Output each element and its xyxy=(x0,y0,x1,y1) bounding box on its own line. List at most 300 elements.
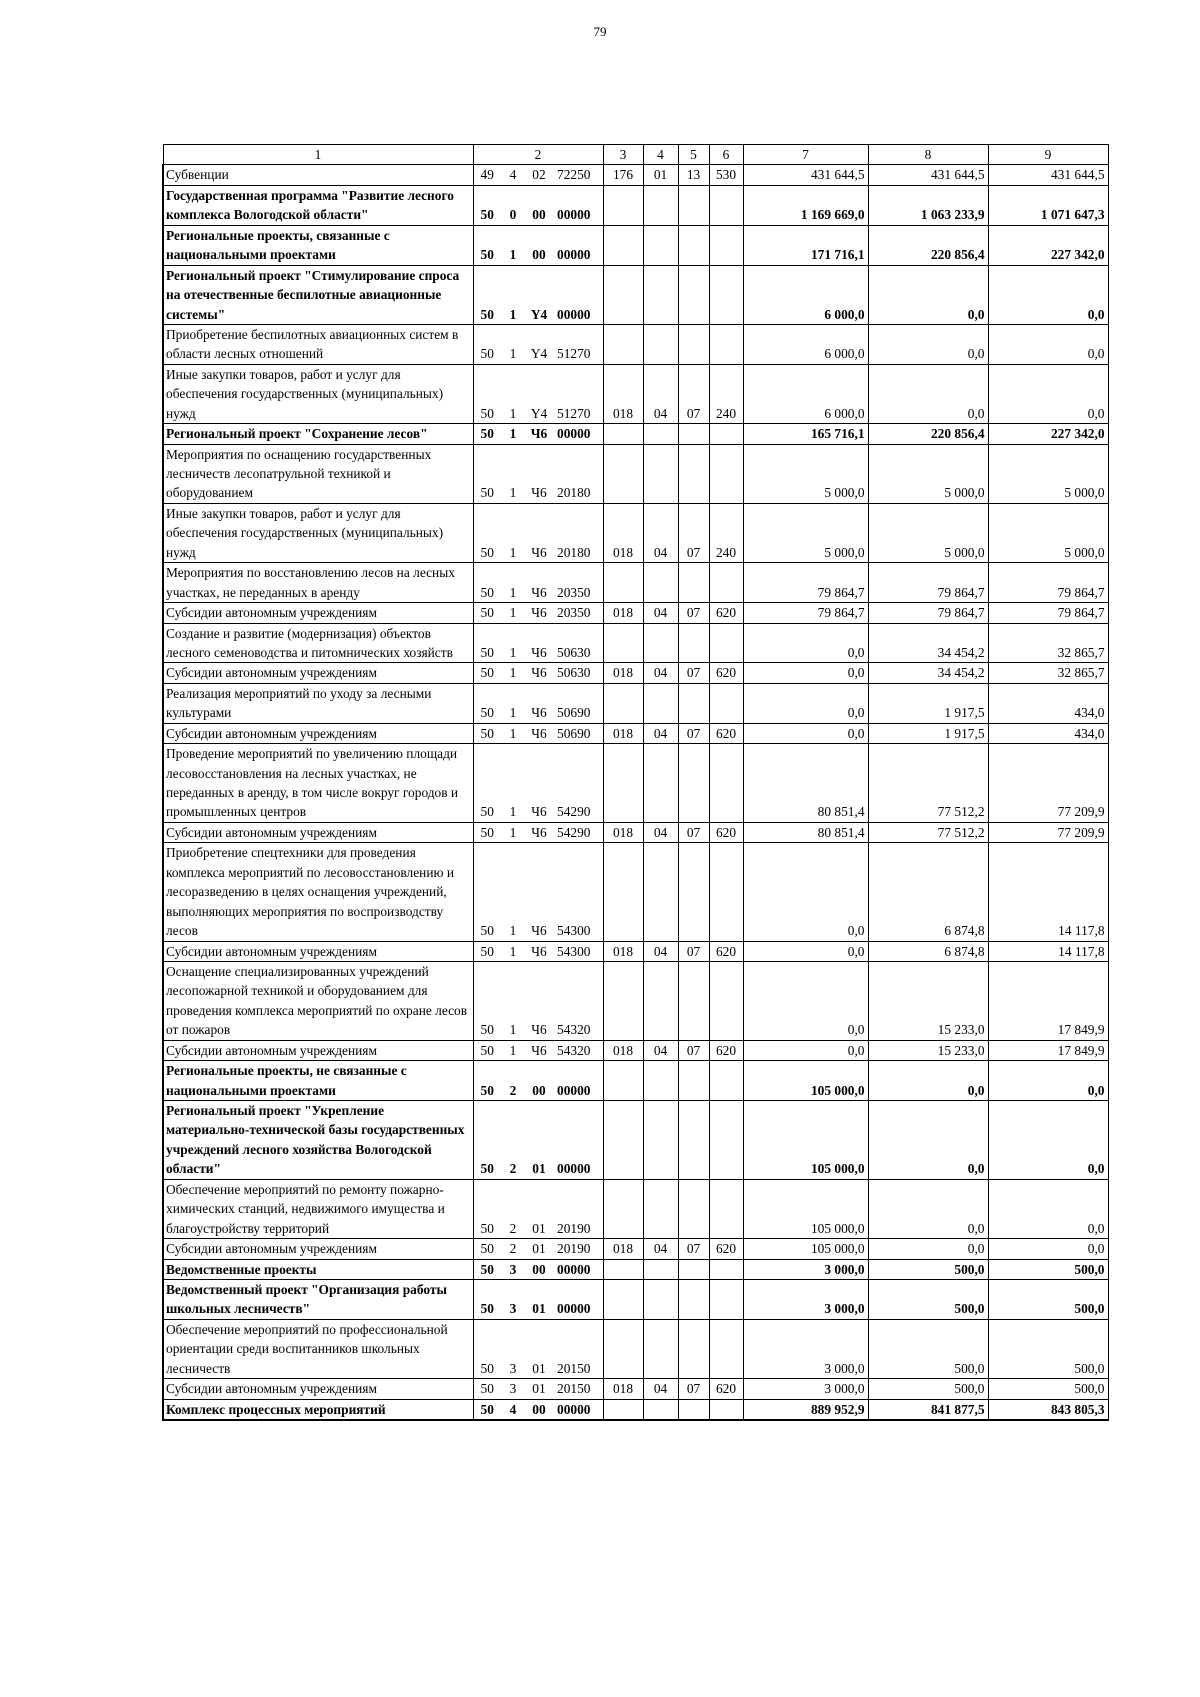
code-project: 02 xyxy=(525,165,553,185)
code-subprogram: 1 xyxy=(501,744,525,823)
header-col-3: 3 xyxy=(603,145,643,165)
code-expense-type: 620 xyxy=(709,663,743,683)
amount-col-7: 0,0 xyxy=(743,1040,868,1060)
code-section xyxy=(643,444,678,503)
amount-col-7: 105 000,0 xyxy=(743,1061,868,1101)
code-section xyxy=(643,1179,678,1238)
amount-col-7: 5 000,0 xyxy=(743,444,868,503)
code-subsection: 13 xyxy=(678,165,709,185)
code-section xyxy=(643,1399,678,1420)
code-department xyxy=(603,683,643,723)
code-subsection xyxy=(678,225,709,265)
code-expense-type xyxy=(709,424,743,444)
table-row xyxy=(163,424,1108,444)
row-name: Иные закупки товаров, работ и услуг для обеспечения государственных (муниципальных) нужд xyxy=(163,503,473,562)
amount-col-7: 3 000,0 xyxy=(743,1319,868,1378)
amount-col-9: 500,0 xyxy=(988,1319,1108,1378)
amount-col-7: 105 000,0 xyxy=(743,1101,868,1180)
code-program: 50 xyxy=(473,1259,501,1279)
code-program: 50 xyxy=(473,225,501,265)
code-department xyxy=(603,1319,643,1378)
code-section: 04 xyxy=(643,1239,678,1259)
row-name: Комплекс процессных мероприятий xyxy=(163,1399,473,1420)
code-direction: 20180 xyxy=(553,444,603,503)
code-subprogram: 1 xyxy=(501,683,525,723)
amount-col-8: 1 063 233,9 xyxy=(868,185,988,225)
code-subprogram: 3 xyxy=(501,1379,525,1399)
code-subsection: 07 xyxy=(678,364,709,423)
row-name: Оснащение специализированных учреждений лесопожарной техникой и оборудованием для проведения комплекса мероприятий по охране лесов от пожаров xyxy=(163,961,473,1040)
amount-col-8: 0,0 xyxy=(868,1101,988,1180)
code-program: 49 xyxy=(473,165,501,185)
code-subsection xyxy=(678,1319,709,1378)
code-direction: 00000 xyxy=(553,1279,603,1319)
code-expense-type xyxy=(709,1279,743,1319)
code-section xyxy=(643,744,678,823)
code-project: 00 xyxy=(525,225,553,265)
code-program: 50 xyxy=(473,603,501,623)
column-number-header xyxy=(163,145,1108,165)
amount-col-8: 0,0 xyxy=(868,364,988,423)
table-row xyxy=(163,503,1108,562)
row-name: Региональные проекты, связанные с национальными проектами xyxy=(163,225,473,265)
table-row xyxy=(163,723,1108,743)
code-project: Y4 xyxy=(525,265,553,324)
header-col-7: 7 xyxy=(743,145,868,165)
code-program: 50 xyxy=(473,1279,501,1319)
code-subprogram: 3 xyxy=(501,1319,525,1378)
amount-col-9: 227 342,0 xyxy=(988,424,1108,444)
table-row xyxy=(163,744,1108,823)
code-section: 04 xyxy=(643,503,678,562)
code-expense-type: 530 xyxy=(709,165,743,185)
code-program: 50 xyxy=(473,364,501,423)
code-expense-type xyxy=(709,225,743,265)
code-section xyxy=(643,683,678,723)
amount-col-9: 434,0 xyxy=(988,683,1108,723)
header-col-9: 9 xyxy=(988,145,1108,165)
code-subprogram: 1 xyxy=(501,563,525,603)
table-row xyxy=(163,1379,1108,1399)
code-department: 018 xyxy=(603,822,643,842)
code-expense-type xyxy=(709,563,743,603)
amount-col-9: 500,0 xyxy=(988,1259,1108,1279)
amount-col-9: 5 000,0 xyxy=(988,503,1108,562)
code-project: 00 xyxy=(525,1259,553,1279)
code-subprogram: 3 xyxy=(501,1259,525,1279)
code-expense-type xyxy=(709,623,743,663)
code-project: Ч6 xyxy=(525,424,553,444)
amount-col-9: 0,0 xyxy=(988,1239,1108,1259)
amount-col-8: 15 233,0 xyxy=(868,961,988,1040)
code-subsection xyxy=(678,1061,709,1101)
amount-col-8: 34 454,2 xyxy=(868,663,988,683)
amount-col-9: 0,0 xyxy=(988,1061,1108,1101)
code-department xyxy=(603,961,643,1040)
amount-col-8: 5 000,0 xyxy=(868,503,988,562)
code-direction: 54300 xyxy=(553,843,603,941)
code-program: 50 xyxy=(473,961,501,1040)
row-name: Ведомственные проекты xyxy=(163,1259,473,1279)
code-section: 04 xyxy=(643,1379,678,1399)
code-expense-type: 620 xyxy=(709,941,743,961)
amount-col-8: 220 856,4 xyxy=(868,424,988,444)
table-row xyxy=(163,563,1108,603)
code-department: 018 xyxy=(603,1379,643,1399)
code-expense-type xyxy=(709,265,743,324)
code-department xyxy=(603,843,643,941)
code-program: 50 xyxy=(473,424,501,444)
row-name: Реализация мероприятий по уходу за лесными культурами xyxy=(163,683,473,723)
amount-col-7: 3 000,0 xyxy=(743,1279,868,1319)
code-section xyxy=(643,1319,678,1378)
amount-col-9: 0,0 xyxy=(988,364,1108,423)
row-name: Ведомственный проект "Организация работы школьных лесничеств" xyxy=(163,1279,473,1319)
code-department: 018 xyxy=(603,1239,643,1259)
code-direction: 51270 xyxy=(553,324,603,364)
code-program: 50 xyxy=(473,744,501,823)
amount-col-8: 500,0 xyxy=(868,1259,988,1279)
code-section xyxy=(643,623,678,663)
code-project: Ч6 xyxy=(525,843,553,941)
amount-col-7: 6 000,0 xyxy=(743,265,868,324)
code-program: 50 xyxy=(473,843,501,941)
code-department: 176 xyxy=(603,165,643,185)
code-department xyxy=(603,1101,643,1180)
amount-col-8: 79 864,7 xyxy=(868,563,988,603)
code-direction: 00000 xyxy=(553,1399,603,1420)
code-section xyxy=(643,185,678,225)
amount-col-7: 0,0 xyxy=(743,723,868,743)
code-subsection xyxy=(678,1101,709,1180)
code-department: 018 xyxy=(603,1040,643,1060)
budget-table xyxy=(162,144,1109,1421)
code-department xyxy=(603,265,643,324)
code-section xyxy=(643,324,678,364)
header-col-2: 2 xyxy=(473,145,603,165)
code-direction: 54290 xyxy=(553,744,603,823)
table-row xyxy=(163,225,1108,265)
code-section xyxy=(643,424,678,444)
row-name: Мероприятия по восстановлению лесов на лесных участках, не переданных в аренду xyxy=(163,563,473,603)
code-project: 01 xyxy=(525,1379,553,1399)
amount-col-8: 0,0 xyxy=(868,265,988,324)
code-project: 01 xyxy=(525,1239,553,1259)
amount-col-9: 5 000,0 xyxy=(988,444,1108,503)
amount-col-9: 17 849,9 xyxy=(988,961,1108,1040)
code-direction: 00000 xyxy=(553,265,603,324)
code-subprogram: 1 xyxy=(501,941,525,961)
code-section xyxy=(643,843,678,941)
table-row xyxy=(163,1239,1108,1259)
table-row xyxy=(163,1101,1108,1180)
code-expense-type: 620 xyxy=(709,1379,743,1399)
amount-col-9: 0,0 xyxy=(988,1101,1108,1180)
code-subprogram: 1 xyxy=(501,723,525,743)
table-row xyxy=(163,1279,1108,1319)
code-subprogram: 0 xyxy=(501,185,525,225)
code-expense-type: 620 xyxy=(709,1040,743,1060)
amount-col-9: 14 117,8 xyxy=(988,941,1108,961)
table-row xyxy=(163,822,1108,842)
code-section: 04 xyxy=(643,1040,678,1060)
row-name: Приобретение беспилотных авиационных систем в области лесных отношений xyxy=(163,324,473,364)
amount-col-9: 14 117,8 xyxy=(988,843,1108,941)
amount-col-9: 17 849,9 xyxy=(988,1040,1108,1060)
code-direction: 20190 xyxy=(553,1239,603,1259)
row-name: Обеспечение мероприятий по ремонту пожарно-химических станций, недвижимого имущества и благоустройству территорий xyxy=(163,1179,473,1238)
amount-col-8: 15 233,0 xyxy=(868,1040,988,1060)
header-col-6: 6 xyxy=(709,145,743,165)
amount-col-9: 77 209,9 xyxy=(988,822,1108,842)
code-subprogram: 2 xyxy=(501,1061,525,1101)
code-program: 50 xyxy=(473,822,501,842)
code-department xyxy=(603,1279,643,1319)
code-expense-type xyxy=(709,843,743,941)
code-program: 50 xyxy=(473,1179,501,1238)
amount-col-8: 6 874,8 xyxy=(868,843,988,941)
code-department xyxy=(603,444,643,503)
code-department xyxy=(603,185,643,225)
code-program: 50 xyxy=(473,324,501,364)
code-expense-type xyxy=(709,1179,743,1238)
row-name: Субсидии автономным учреждениям xyxy=(163,941,473,961)
amount-col-8: 431 644,5 xyxy=(868,165,988,185)
row-name: Субсидии автономным учреждениям xyxy=(163,663,473,683)
code-subsection xyxy=(678,1399,709,1420)
row-name: Субвенции xyxy=(163,165,473,185)
table-row xyxy=(163,663,1108,683)
code-direction: 54320 xyxy=(553,1040,603,1060)
code-department: 018 xyxy=(603,503,643,562)
amount-col-8: 77 512,2 xyxy=(868,744,988,823)
code-direction: 50630 xyxy=(553,623,603,663)
code-project: Y4 xyxy=(525,324,553,364)
code-expense-type xyxy=(709,444,743,503)
code-direction: 50630 xyxy=(553,663,603,683)
code-program: 50 xyxy=(473,1399,501,1420)
amount-col-8: 0,0 xyxy=(868,1239,988,1259)
code-section xyxy=(643,225,678,265)
code-project: 01 xyxy=(525,1101,553,1180)
code-project: Ч6 xyxy=(525,623,553,663)
code-department xyxy=(603,563,643,603)
code-project: Ч6 xyxy=(525,603,553,623)
code-project: 00 xyxy=(525,1399,553,1420)
amount-col-9: 77 209,9 xyxy=(988,744,1108,823)
amount-col-9: 0,0 xyxy=(988,265,1108,324)
amount-col-7: 1 169 669,0 xyxy=(743,185,868,225)
code-project: Ч6 xyxy=(525,563,553,603)
amount-col-7: 6 000,0 xyxy=(743,364,868,423)
amount-col-9: 1 071 647,3 xyxy=(988,185,1108,225)
amount-col-8: 6 874,8 xyxy=(868,941,988,961)
header-col-4: 4 xyxy=(643,145,678,165)
code-project: Ч6 xyxy=(525,941,553,961)
amount-col-8: 79 864,7 xyxy=(868,603,988,623)
code-subsection xyxy=(678,683,709,723)
amount-col-7: 0,0 xyxy=(743,623,868,663)
code-subsection xyxy=(678,444,709,503)
table-row xyxy=(163,1259,1108,1279)
table-body xyxy=(163,165,1108,1420)
table-row xyxy=(163,961,1108,1040)
row-name: Субсидии автономным учреждениям xyxy=(163,1379,473,1399)
table-row xyxy=(163,941,1108,961)
code-department xyxy=(603,1061,643,1101)
code-project: 01 xyxy=(525,1319,553,1378)
amount-col-7: 0,0 xyxy=(743,961,868,1040)
code-program: 50 xyxy=(473,1319,501,1378)
code-department xyxy=(603,424,643,444)
code-expense-type xyxy=(709,1101,743,1180)
amount-col-8: 0,0 xyxy=(868,1061,988,1101)
code-program: 50 xyxy=(473,444,501,503)
row-name: Субсидии автономным учреждениям xyxy=(163,1040,473,1060)
code-subsection: 07 xyxy=(678,663,709,683)
row-name: Государственная программа "Развитие лесного комплекса Вологодской области" xyxy=(163,185,473,225)
code-expense-type xyxy=(709,683,743,723)
table-row xyxy=(163,1319,1108,1378)
code-subprogram: 2 xyxy=(501,1239,525,1259)
code-subprogram: 1 xyxy=(501,444,525,503)
table-row xyxy=(163,1040,1108,1060)
code-subprogram: 1 xyxy=(501,503,525,562)
code-department xyxy=(603,225,643,265)
row-name: Субсидии автономным учреждениям xyxy=(163,603,473,623)
code-subsection xyxy=(678,563,709,603)
code-section xyxy=(643,265,678,324)
code-subprogram: 1 xyxy=(501,1040,525,1060)
code-subprogram: 1 xyxy=(501,265,525,324)
row-name: Субсидии автономным учреждениям xyxy=(163,1239,473,1259)
table-row xyxy=(163,185,1108,225)
code-section: 04 xyxy=(643,941,678,961)
code-section xyxy=(643,563,678,603)
code-subsection xyxy=(678,1259,709,1279)
amount-col-7: 3 000,0 xyxy=(743,1379,868,1399)
code-expense-type xyxy=(709,1259,743,1279)
amount-col-9: 227 342,0 xyxy=(988,225,1108,265)
header-col-8: 8 xyxy=(868,145,988,165)
code-direction: 20150 xyxy=(553,1319,603,1378)
code-subprogram: 1 xyxy=(501,424,525,444)
code-department: 018 xyxy=(603,603,643,623)
code-direction: 20150 xyxy=(553,1379,603,1399)
code-expense-type: 240 xyxy=(709,364,743,423)
code-program: 50 xyxy=(473,663,501,683)
table-row xyxy=(163,1179,1108,1238)
code-expense-type: 620 xyxy=(709,603,743,623)
code-program: 50 xyxy=(473,1040,501,1060)
code-program: 50 xyxy=(473,185,501,225)
table-row xyxy=(163,623,1108,663)
row-name: Создание и развитие (модернизация) объектов лесного семеноводства и питомнических хозяйств xyxy=(163,623,473,663)
amount-col-9: 32 865,7 xyxy=(988,623,1108,663)
amount-col-9: 79 864,7 xyxy=(988,603,1108,623)
table-row xyxy=(163,1061,1108,1101)
code-direction: 20350 xyxy=(553,563,603,603)
table-row xyxy=(163,364,1108,423)
code-direction: 00000 xyxy=(553,185,603,225)
amount-col-9: 434,0 xyxy=(988,723,1108,743)
code-program: 50 xyxy=(473,563,501,603)
code-subsection: 07 xyxy=(678,1040,709,1060)
code-subsection: 07 xyxy=(678,503,709,562)
amount-col-8: 1 917,5 xyxy=(868,683,988,723)
row-name: Иные закупки товаров, работ и услуг для обеспечения государственных (муниципальных) нужд xyxy=(163,364,473,423)
code-project: 00 xyxy=(525,185,553,225)
amount-col-9: 500,0 xyxy=(988,1279,1108,1319)
code-subprogram: 1 xyxy=(501,324,525,364)
code-program: 50 xyxy=(473,265,501,324)
code-project: Ч6 xyxy=(525,744,553,823)
code-subprogram: 3 xyxy=(501,1279,525,1319)
code-direction: 00000 xyxy=(553,424,603,444)
code-direction: 00000 xyxy=(553,1101,603,1180)
code-expense-type xyxy=(709,1061,743,1101)
table-row xyxy=(163,1399,1108,1420)
code-direction: 00000 xyxy=(553,1061,603,1101)
code-direction: 72250 xyxy=(553,165,603,185)
row-name: Субсидии автономным учреждениям xyxy=(163,723,473,743)
amount-col-9: 0,0 xyxy=(988,324,1108,364)
amount-col-7: 0,0 xyxy=(743,663,868,683)
amount-col-8: 0,0 xyxy=(868,1179,988,1238)
amount-col-8: 34 454,2 xyxy=(868,623,988,663)
code-subprogram: 1 xyxy=(501,364,525,423)
code-subprogram: 1 xyxy=(501,225,525,265)
code-section xyxy=(643,961,678,1040)
amount-col-9: 0,0 xyxy=(988,1179,1108,1238)
code-project: 01 xyxy=(525,1179,553,1238)
amount-col-8: 5 000,0 xyxy=(868,444,988,503)
code-subsection: 07 xyxy=(678,1239,709,1259)
code-expense-type xyxy=(709,1399,743,1420)
amount-col-8: 77 512,2 xyxy=(868,822,988,842)
code-subsection xyxy=(678,424,709,444)
code-direction: 51270 xyxy=(553,364,603,423)
code-project: 01 xyxy=(525,1279,553,1319)
code-subprogram: 1 xyxy=(501,961,525,1040)
row-name: Субсидии автономным учреждениям xyxy=(163,822,473,842)
amount-col-8: 500,0 xyxy=(868,1279,988,1319)
code-subsection xyxy=(678,1279,709,1319)
code-department: 018 xyxy=(603,723,643,743)
table-row xyxy=(163,265,1108,324)
amount-col-8: 841 877,5 xyxy=(868,1399,988,1420)
row-name: Приобретение спецтехники для проведения комплекса мероприятий по лесовосстановлению и лесоразведению в целях оснащения учреждений, выполняющих мероприятия по воспроизводству лесов xyxy=(163,843,473,941)
code-department xyxy=(603,623,643,663)
code-program: 50 xyxy=(473,1101,501,1180)
code-project: 00 xyxy=(525,1061,553,1101)
header-col-5: 5 xyxy=(678,145,709,165)
code-subprogram: 4 xyxy=(501,165,525,185)
code-direction: 54290 xyxy=(553,822,603,842)
amount-col-7: 105 000,0 xyxy=(743,1179,868,1238)
amount-col-7: 80 851,4 xyxy=(743,744,868,823)
code-section: 04 xyxy=(643,603,678,623)
code-project: Ч6 xyxy=(525,444,553,503)
code-section: 04 xyxy=(643,822,678,842)
code-department xyxy=(603,324,643,364)
code-subsection: 07 xyxy=(678,723,709,743)
table-row xyxy=(163,683,1108,723)
row-name: Региональные проекты, не связанные с национальными проектами xyxy=(163,1061,473,1101)
code-project: Ч6 xyxy=(525,503,553,562)
code-subsection: 07 xyxy=(678,941,709,961)
code-subprogram: 1 xyxy=(501,822,525,842)
